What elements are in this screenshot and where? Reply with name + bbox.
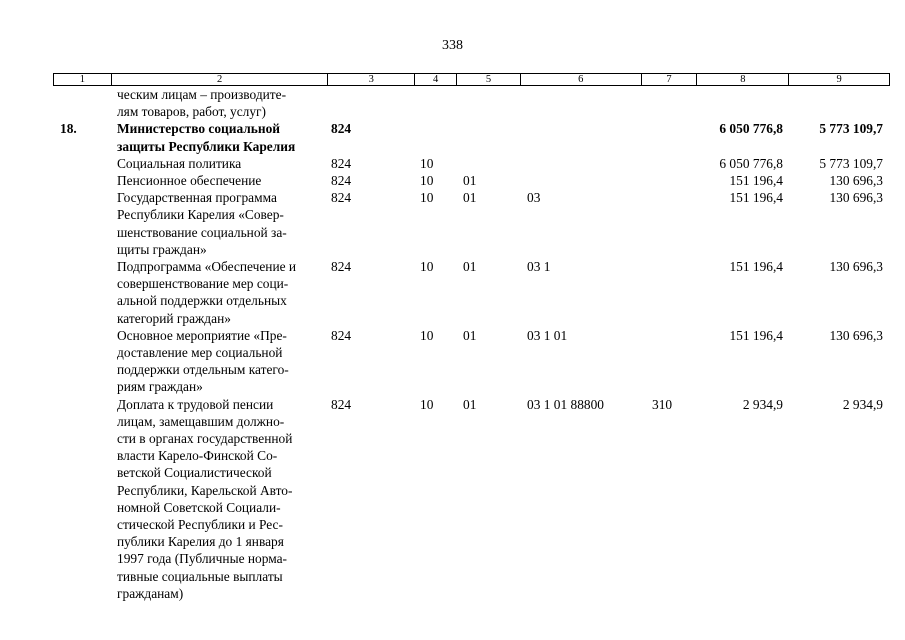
table-header (53, 73, 890, 86)
amount-col-9: 130 696,3 (829, 258, 883, 274)
header-col-1: 1 (79, 74, 86, 85)
header-col-5: 5 (456, 74, 520, 85)
header-col-3: 3 (327, 74, 414, 85)
description-line: публики Карелия до 1 января (117, 534, 284, 550)
table-row (0, 120, 905, 154)
amount-col-9: 130 696,3 (829, 327, 883, 343)
section-code: 10 (420, 396, 434, 412)
header-col-9: 9 (788, 74, 889, 85)
description-line: власти Карело-Финской Со- (117, 448, 278, 464)
table-row (0, 327, 905, 396)
amount-col-8: 151 196,4 (729, 172, 783, 188)
row-description (117, 258, 327, 327)
section-code: 10 (420, 327, 434, 343)
row-number: 18. (60, 121, 77, 137)
target-item-code: 03 1 01 (527, 327, 568, 343)
table-row (0, 189, 905, 258)
description-line: поддержки отдельным катего- (117, 362, 289, 378)
table-row (0, 258, 905, 327)
amount-col-9: 130 696,3 (829, 190, 883, 206)
amount-col-8: 151 196,4 (729, 258, 783, 274)
description-line: 1997 года (Публичные норма- (117, 551, 288, 567)
section-code: 10 (420, 172, 434, 188)
description-line: номной Советской Социали- (117, 499, 281, 515)
ministry-code: 824 (331, 396, 352, 412)
description-line: гражданам) (117, 585, 184, 601)
description-line: альной поддержки отдельных (117, 293, 287, 309)
row-description (117, 327, 327, 396)
expense-type-code: 310 (652, 396, 673, 412)
amount-col-8: 151 196,4 (729, 190, 783, 206)
description-line: ческим лицам – производите- (117, 87, 287, 102)
ministry-code: 824 (331, 121, 352, 137)
ministry-code: 824 (331, 327, 352, 343)
description-line: риям граждан» (117, 379, 203, 395)
description-line: Социальная политика (117, 155, 242, 171)
subsection-code: 01 (463, 258, 477, 274)
ministry-code: 824 (331, 258, 352, 274)
table-row (0, 172, 905, 189)
description-line: категорий граждан» (117, 310, 231, 326)
row-description (117, 172, 327, 189)
description-line: защиты Республики Карелия (117, 138, 296, 154)
table-row (0, 155, 905, 172)
header-col-7: 7 (641, 74, 697, 85)
amount-col-8: 6 050 776,8 (719, 121, 783, 137)
description-line: Министерство социальной (117, 121, 281, 137)
target-item-code: 03 1 (527, 258, 551, 274)
amount-col-8: 6 050 776,8 (719, 155, 783, 171)
description-line: Пенсионное обеспечение (117, 172, 262, 188)
description-line: щиты граждан» (117, 241, 207, 257)
row-description (117, 155, 327, 172)
description-line: Подпрограмма «Обеспечение и (117, 258, 297, 274)
ministry-code: 824 (331, 172, 352, 188)
header-col-8: 8 (696, 74, 788, 85)
description-line: лям товаров, работ, услуг) (117, 104, 267, 120)
row-description (117, 120, 327, 154)
subsection-code: 01 (463, 172, 477, 188)
amount-col-8: 151 196,4 (729, 327, 783, 343)
header-col-2: 2 (111, 74, 327, 85)
subsection-code: 01 (463, 396, 477, 412)
header-col-4: 4 (414, 74, 456, 85)
description-line: Республики, Карельской Авто- (117, 482, 293, 498)
row-description (117, 189, 327, 258)
amount-col-9: 130 696,3 (829, 172, 883, 188)
ministry-code: 824 (331, 190, 352, 206)
subsection-code: 01 (463, 327, 477, 343)
section-code: 10 (420, 190, 434, 206)
amount-col-9: 5 773 109,7 (819, 121, 883, 137)
ministry-code: 824 (331, 155, 352, 171)
row-description (117, 396, 327, 602)
description-line: Основное мероприятие «Пре- (117, 327, 287, 343)
amount-col-9: 5 773 109,7 (819, 155, 883, 171)
description-line: тивные социальные выплаты (117, 568, 283, 584)
description-line: Республики Карелия «Совер- (117, 207, 284, 223)
table-row (0, 86, 905, 120)
row-description (117, 86, 327, 120)
section-code: 10 (420, 155, 434, 171)
page-number: 338 (442, 38, 463, 53)
amount-col-8: 2 934,9 (742, 396, 783, 412)
description-line: сти в органах государственной (117, 430, 293, 446)
amount-col-9: 2 934,9 (842, 396, 883, 412)
description-line: ветской Социалистической (117, 465, 272, 481)
description-line: Государственная программа (117, 190, 277, 206)
table-row (0, 396, 905, 602)
description-line: стической Республики и Рес- (117, 516, 283, 532)
header-col-6: 6 (520, 74, 641, 85)
description-line: Доплата к трудовой пенсии (117, 396, 274, 412)
subsection-code: 01 (463, 190, 477, 206)
table-body (0, 86, 905, 602)
section-code: 10 (420, 258, 434, 274)
target-item-code: 03 (527, 190, 541, 206)
description-line: шенствование социальной за- (117, 224, 287, 240)
description-line: доставление мер социальной (117, 344, 283, 360)
description-line: лицам, замещавшим должно- (117, 413, 285, 429)
description-line: совершенствование мер соци- (117, 276, 289, 292)
target-item-code: 03 1 01 88800 (527, 396, 604, 412)
